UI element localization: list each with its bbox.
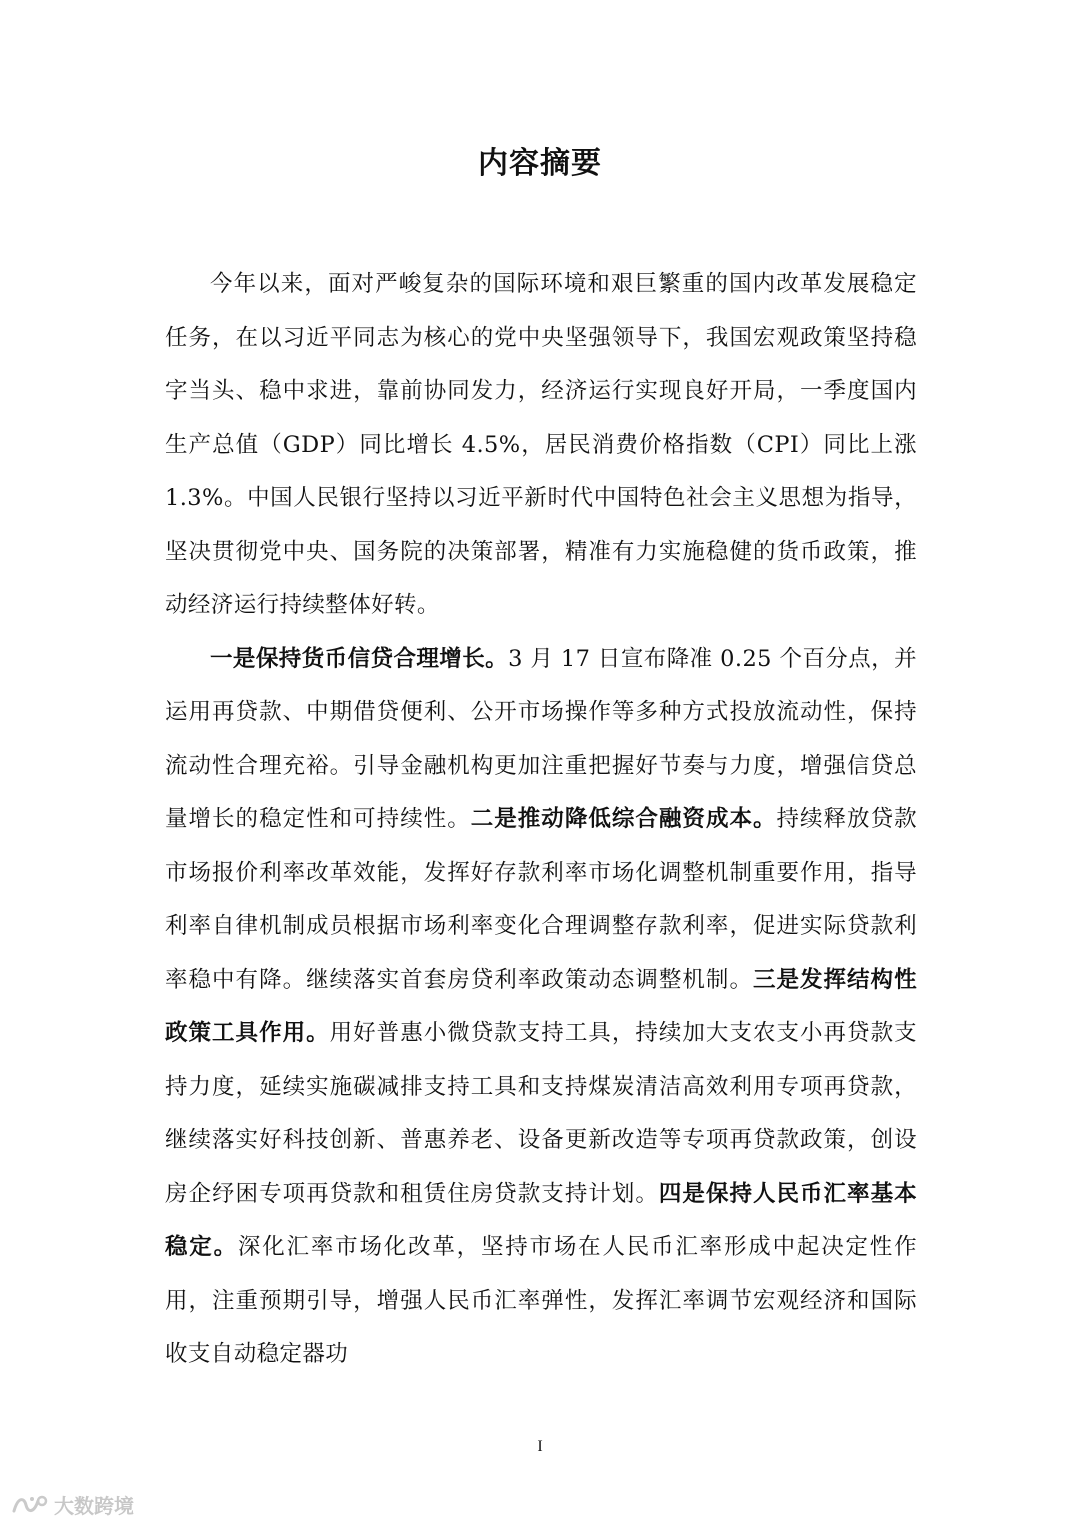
- page-title: 内容摘要: [478, 146, 602, 181]
- watermark-text: 大数跨境: [54, 1494, 134, 1518]
- page-number: I: [537, 1438, 543, 1455]
- measure-heading-2: 二是推动降低综合融资成本。: [470, 806, 777, 832]
- paragraph-segment: 持续释放贷款市场报价利率改革效能，发挥好存款利率市场化调整机制重要作用，指导利率自律机制成员根据市场利率变化合理调整存款利率，促进实际贷款利率稳中有降。继续落实首套房贷利率政策动态调整机制。: [165, 806, 917, 993]
- measure-heading-3: 三是发挥结构性政策工具作用。: [165, 966, 917, 1046]
- paragraph-intro: [165, 258, 917, 633]
- paragraph-segment: 用好普惠小微贷款支持工具，持续加大支农支小再贷款支持力度，延续实施碳减排支持工具和支持煤炭清洁高效利用专项再贷款，继续落实好科技创新、普惠养老、设备更新改造等专项再贷款政策，创设房企纾困专项再贷款和租赁住房贷款支持计划。: [165, 1020, 917, 1207]
- measure-heading-4: 四是保持人民币汇率基本稳定。: [165, 1180, 917, 1260]
- paragraph-segment: 深化汇率市场化改革，坚持市场在人民币汇率形成中起决定性作用，注重预期引导，增强人民币汇率弹性，发挥汇率调节宏观经济和国际收支自动稳定器功: [165, 1234, 918, 1367]
- measure-heading-1: 一是保持货币信贷合理增长。: [210, 645, 509, 672]
- watermark: [10, 1490, 134, 1519]
- body-text: [165, 258, 917, 1382]
- paragraph-segment: 今年以来，面对严峻复杂的国际环境和艰巨繁重的国内改革发展稳定任务，在以习近平同志为核心的党中央坚强领导下，我国宏观政策坚持稳字当头、稳中求进，靠前协同发力，经济运行实现良好开局，一季度国内生产总值（GDP）同比增长 4.5%，居民消费价格指数（CPI）同比上涨 1.3%。中国人民银行坚持以习近平新时代中国特色社会主义思想为指导，坚决贯彻党中央、国务院的决策部署，精准有力实施稳健的货币政策，推动经济运行持续整体好转。: [165, 271, 917, 618]
- paragraph-measures: [165, 633, 917, 1382]
- paragraph-segment: 3 月 17 日宣布降准 0.25 个百分点，并运用再贷款、中期借贷便利、公开市场操作等多种方式投放流动性，保持流动性合理充裕。引导金融机构更加注重把握好节奏与力度，增强信贷总量增长的稳定性和可持续性。: [165, 645, 918, 832]
- dashuju-logo-icon: [10, 1493, 50, 1517]
